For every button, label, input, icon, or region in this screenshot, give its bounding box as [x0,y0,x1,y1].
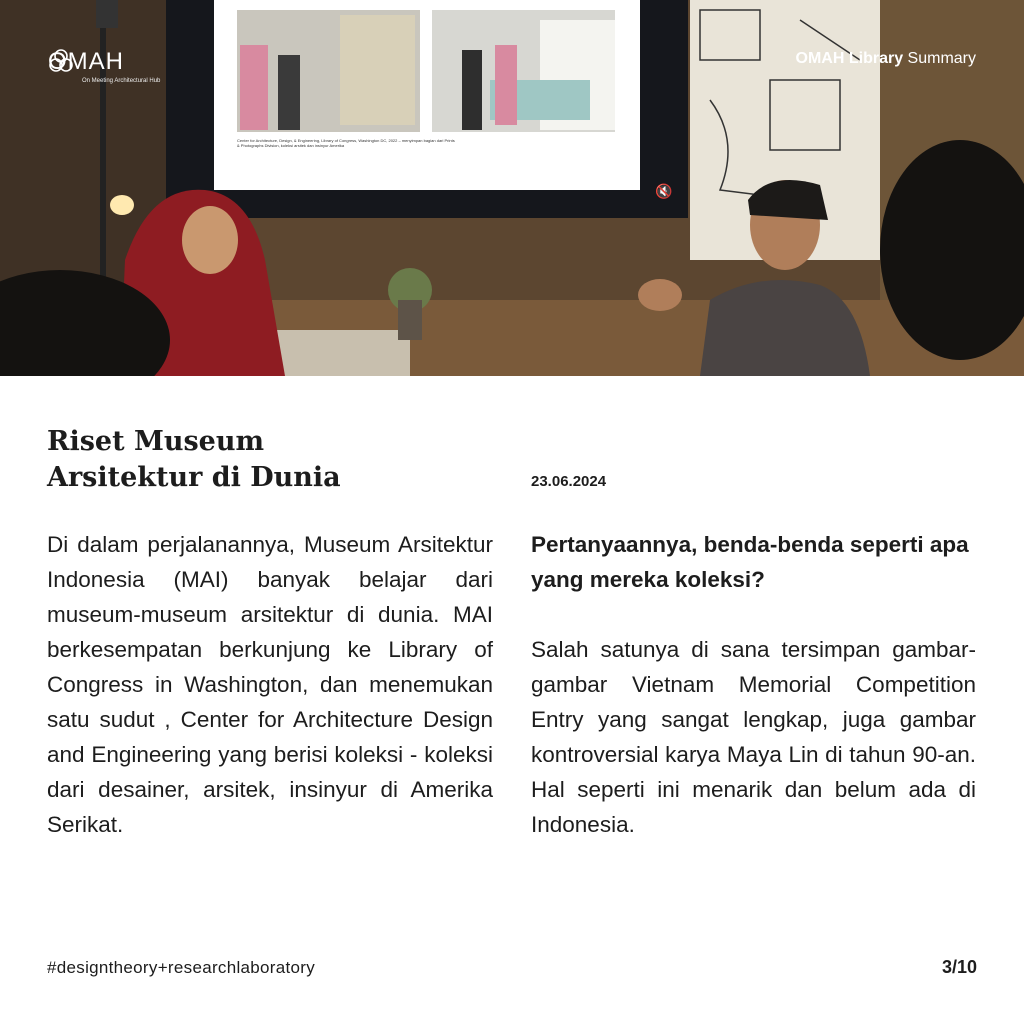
badge-rest: Summary [903,50,976,67]
header-photo [0,0,1024,376]
logo-text: OMAH [48,48,124,75]
question-heading: Pertanyaannya, benda-benda seperti apa yang mereka koleksi? [531,532,969,592]
svg-text:🔇: 🔇 [655,184,673,200]
series-badge [796,50,976,68]
article-date: 23.06.2024 [531,473,607,490]
badge-bold: OMAH Library [795,50,904,67]
title-line-2: Arsitektur di Dunia [47,462,341,493]
hashtag: #designtheory+researchlaboratory [47,958,316,977]
logo-tagline: On Meeting Architectural Hub [82,78,161,84]
trefoil-icon [48,48,74,74]
left-body: Di dalam perjalanannya, Museum Arsitektur Indonesia (MAI) banyak belajar dari museum-museum arsitektur di dunia. MAI berkesempatan berkunjung ke Library of Congress in Washington, dan menemukan satu sudut , Center for Architecture Design and Engineering yang berisi koleksi - koleksi dari desainer, arsitek, insinyur di Amerika Serikat. [47,532,493,837]
article-title [47,424,387,496]
title-line-1: Riset Museum [47,426,265,457]
page-indicator: 3/10 [941,957,977,977]
omah-logo [48,48,124,76]
right-body: Salah satunya di sana tersimpan gambar-gambar Vietnam Memorial Competition Entry yang sangat lengkap, juga gambar kontroversial karya Maya Lin di tahun 90-an. Hal seperti ini menarik dan belum ada di Indonesia. [531,637,976,837]
slide-caption: Center for Architecture, Design, & Engineering, Library of Congress, Washington DC, 2022 – menyimpan bagian dari Prints & Photographs Division, koleksi arsitek dan insinyur Amerika [237,138,455,148]
